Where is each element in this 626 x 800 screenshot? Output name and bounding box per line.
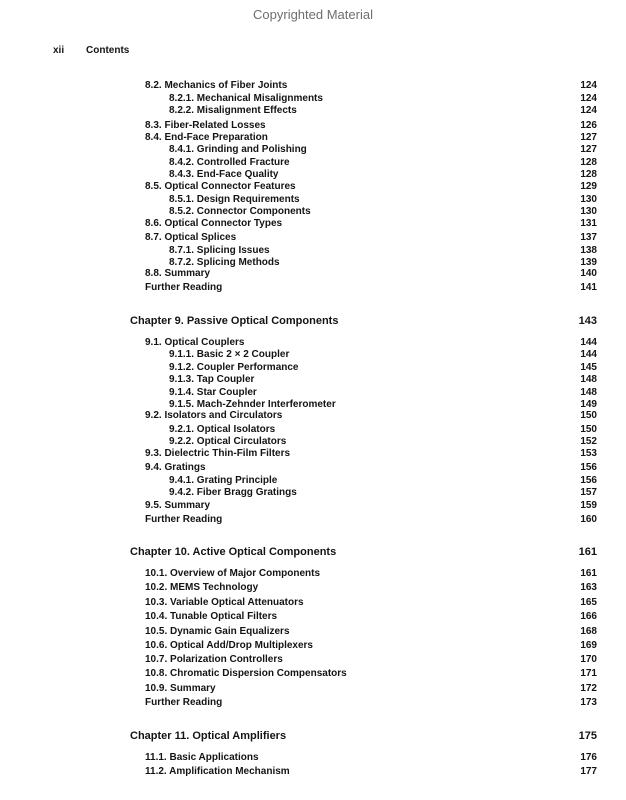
toc-page-number: 172: [580, 683, 597, 694]
toc-entry-title: 8.6. Optical Connector Types: [145, 218, 283, 229]
toc-entry-title: Further Reading: [145, 514, 223, 525]
toc-entry-title: 11.1. Basic Applications: [145, 752, 259, 763]
toc-page-number: 144: [580, 349, 597, 360]
toc-entry-title: 10.1. Overview of Major Components: [145, 568, 321, 579]
toc-entry-title: 10.3. Variable Optical Attenuators: [145, 597, 304, 608]
toc-entry-title: 9.1.1. Basic 2 × 2 Coupler: [169, 349, 290, 360]
toc-entry-title: 10.6. Optical Add/Drop Multiplexers: [145, 640, 313, 651]
toc-entry-title: 10.7. Polarization Controllers: [145, 654, 283, 665]
toc-page-number: 153: [580, 448, 597, 459]
toc-entry-title: 9.1.3. Tap Coupler: [169, 374, 255, 385]
toc-page-number: 131: [580, 218, 597, 229]
toc-entry-title: 8.5. Optical Connector Features: [145, 181, 296, 192]
toc-entry-title: 11.2. Amplification Mechanism: [145, 766, 290, 777]
page-number: xii: [53, 45, 65, 56]
toc-entry-title: 8.2.1. Mechanical Misalignments: [169, 93, 323, 104]
toc-entry-title: Further Reading: [145, 697, 223, 708]
toc-page-number: 165: [580, 597, 597, 608]
toc-page-number: 176: [580, 752, 597, 763]
toc-entry-title: 8.4. End-Face Preparation: [145, 132, 268, 143]
toc-entry-title: 9.4. Gratings: [145, 462, 206, 473]
toc-page-number: 124: [580, 93, 597, 104]
toc-page-number: 143: [578, 315, 597, 327]
toc-page-number: 175: [578, 730, 597, 742]
toc-page-number: 150: [580, 410, 597, 421]
toc-entry-title: 9.1. Optical Couplers: [145, 337, 245, 348]
toc-entry-title: Chapter 11. Optical Amplifiers: [130, 730, 287, 742]
toc-entry-title: 10.5. Dynamic Gain Equalizers: [145, 626, 290, 637]
toc-page-number: 177: [580, 766, 597, 777]
toc-entry-title: 10.4. Tunable Optical Filters: [145, 611, 278, 622]
toc-page-number: 166: [580, 611, 597, 622]
toc-page-number: 156: [580, 475, 597, 486]
toc-page-number: 141: [580, 282, 597, 293]
toc-page-number: 149: [580, 399, 597, 410]
toc-page-number: 129: [580, 181, 597, 192]
toc-page-number: 138: [580, 245, 597, 256]
toc-page-number: 152: [580, 436, 597, 447]
toc-entry-title: 9.1.4. Star Coupler: [169, 387, 257, 398]
toc-entry-title: 10.9. Summary: [145, 683, 216, 694]
toc-entry-title: 9.1.5. Mach-Zehnder Interferometer: [169, 399, 336, 410]
toc-entry-title: 8.8. Summary: [145, 268, 211, 279]
toc-entry-title: 8.4.1. Grinding and Polishing: [169, 144, 307, 155]
toc-entry-title: 9.3. Dielectric Thin-Film Filters: [145, 448, 291, 459]
toc-page-number: 150: [580, 424, 597, 435]
copyright-watermark: Copyrighted Material: [253, 7, 373, 22]
toc-page-number: 173: [580, 697, 597, 708]
toc-entry-title: 8.4.3. End-Face Quality: [169, 169, 279, 180]
toc-page-number: 130: [580, 206, 597, 217]
toc-entry-title: 8.3. Fiber-Related Losses: [145, 120, 266, 131]
toc-page-number: 144: [580, 337, 597, 348]
toc-page-number: 148: [580, 387, 597, 398]
toc-page-number: 169: [580, 640, 597, 651]
toc-page-number: 127: [580, 144, 597, 155]
toc-page-number: 157: [580, 487, 597, 498]
toc-page-number: 168: [580, 626, 597, 637]
toc-entry-title: 9.4.2. Fiber Bragg Gratings: [169, 487, 297, 498]
toc-page-number: 161: [578, 546, 597, 558]
toc-entry-title: 8.7.1. Splicing Issues: [169, 245, 270, 256]
toc-entry-title: 9.2.1. Optical Isolators: [169, 424, 276, 435]
toc-page-number: 163: [580, 582, 597, 593]
toc-page-number: 145: [580, 362, 597, 373]
toc-page-number: 128: [580, 157, 597, 168]
toc-page-number: 160: [580, 514, 597, 525]
toc-entry-title: Further Reading: [145, 282, 223, 293]
toc-page-number: 128: [580, 169, 597, 180]
toc-page-number: 137: [580, 232, 597, 243]
toc-page-number: 170: [580, 654, 597, 665]
toc-page-number: 124: [580, 105, 597, 116]
toc-page-number: 171: [580, 668, 597, 679]
toc-entry-title: 8.7.2. Splicing Methods: [169, 257, 280, 268]
toc-page-number: 139: [580, 257, 597, 268]
toc-entry-title: 10.8. Chromatic Dispersion Compensators: [145, 668, 347, 679]
toc-page-number: 126: [580, 120, 597, 131]
toc-entry-title: 9.1.2. Coupler Performance: [169, 362, 299, 373]
toc-entry-title: 8.5.1. Design Requirements: [169, 194, 300, 205]
toc-page-number: 148: [580, 374, 597, 385]
toc-entry-title: 10.2. MEMS Technology: [145, 582, 259, 593]
toc-page-number: 161: [580, 568, 597, 579]
toc-entry-title: 9.4.1. Grating Principle: [169, 475, 278, 486]
toc-entry-title: 8.7. Optical Splices: [145, 232, 237, 243]
toc-page-number: 140: [580, 268, 597, 279]
toc-entry-title: 8.4.2. Controlled Fracture: [169, 157, 290, 168]
running-header-title: Contents: [86, 45, 130, 56]
toc-entry-title: Chapter 10. Active Optical Components: [130, 546, 337, 558]
toc-entry-title: 9.2. Isolators and Circulators: [145, 410, 283, 421]
toc-entry-title: 8.2. Mechanics of Fiber Joints: [145, 80, 288, 91]
toc-entry-title: 8.5.2. Connector Components: [169, 206, 311, 217]
toc-page-number: 127: [580, 132, 597, 143]
toc-entry-title: 9.5. Summary: [145, 500, 211, 511]
toc-page-number: 156: [580, 462, 597, 473]
toc-page-number: 159: [580, 500, 597, 511]
toc-page-number: 124: [580, 80, 597, 91]
toc-entry-title: 9.2.2. Optical Circulators: [169, 436, 287, 447]
toc-entry-title: Chapter 9. Passive Optical Components: [130, 315, 339, 327]
toc-entry-title: 8.2.2. Misalignment Effects: [169, 105, 297, 116]
toc-page-number: 130: [580, 194, 597, 205]
